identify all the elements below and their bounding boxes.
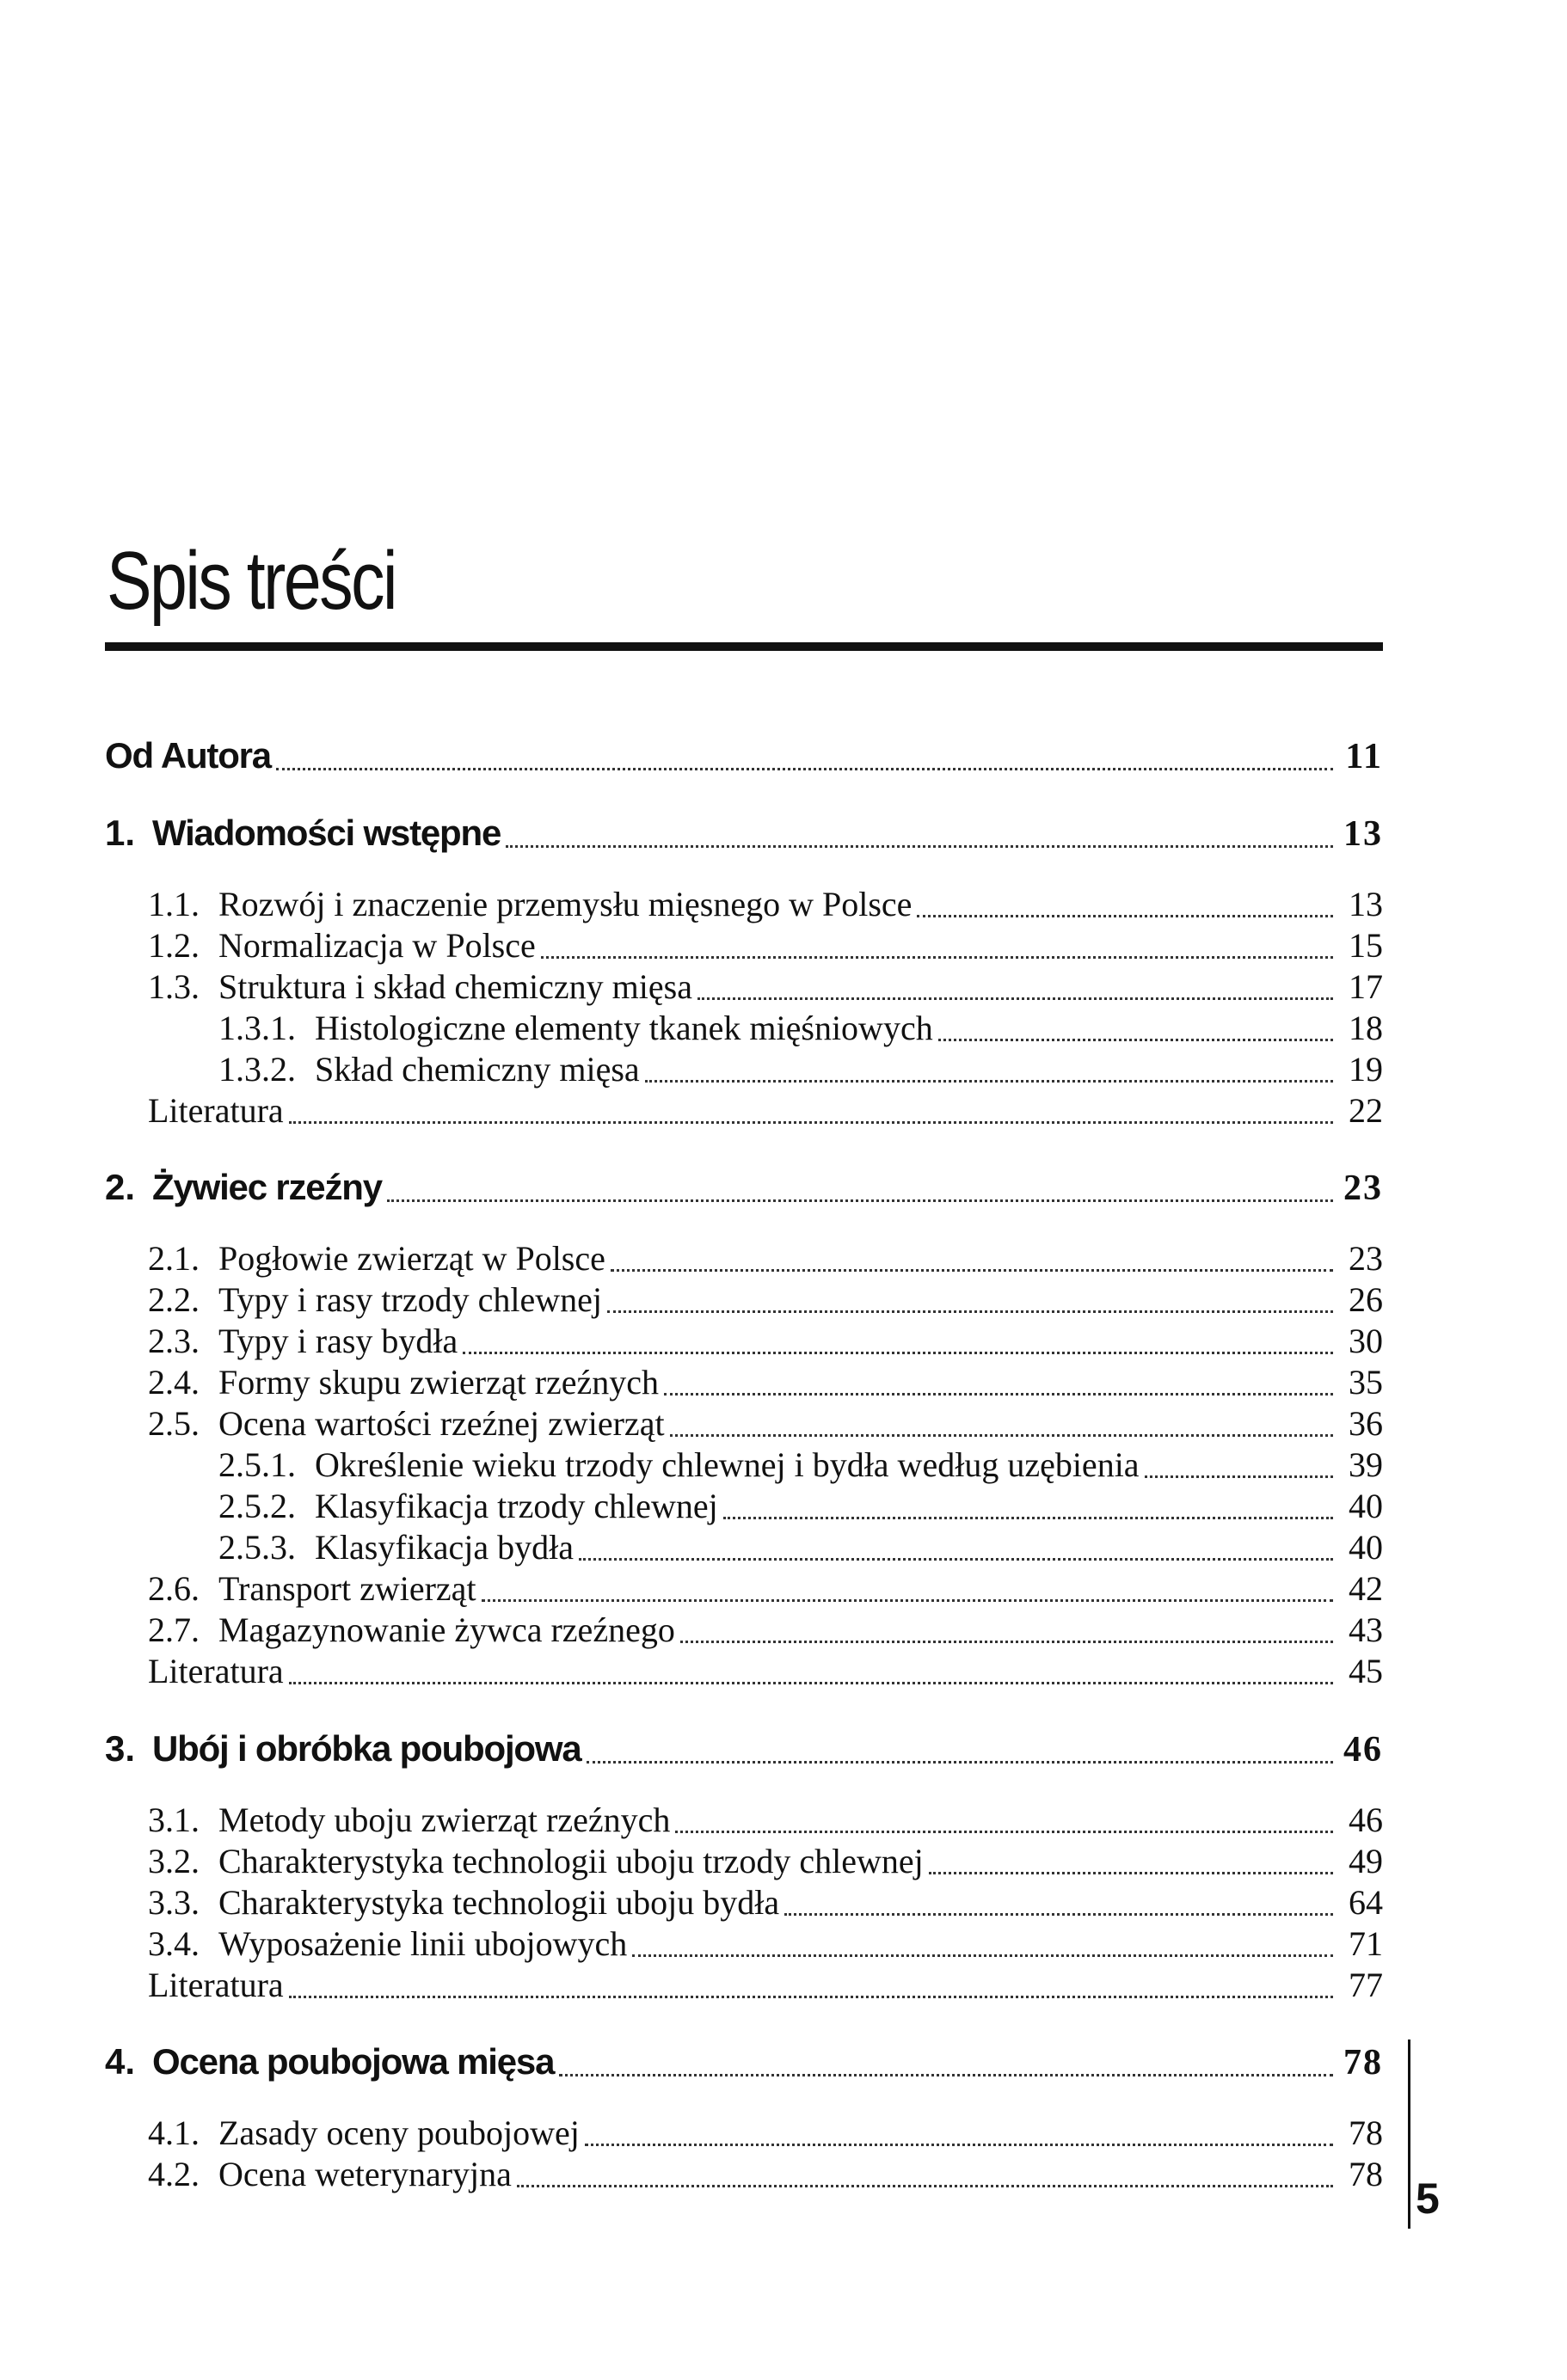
- entry-page-number: 17: [1349, 967, 1383, 1006]
- dot-leader: [579, 1558, 1333, 1561]
- entry-number: 2.5.3.: [218, 1528, 296, 1567]
- entry-number: 1.: [105, 813, 136, 853]
- dot-leader: [517, 2185, 1333, 2187]
- entry-title: Transport zwierząt: [218, 1569, 476, 1608]
- dot-leader: [680, 1641, 1333, 1643]
- entry-title: Ubój i obróbka poubojowa: [152, 1728, 581, 1769]
- entry-number: 2.4.: [148, 1363, 200, 1402]
- toc-entry[interactable]: [148, 1362, 1383, 1402]
- dot-leader: [670, 1434, 1333, 1437]
- entry-page-number: 19: [1349, 1050, 1383, 1089]
- entry-page-number: 78: [1349, 2113, 1383, 2152]
- entry-title: Rozwój i znaczenie przemysłu mięsnego w Polsce: [218, 885, 913, 923]
- entry-number: 2.2.: [148, 1280, 200, 1319]
- entry-number: 2.3.: [148, 1322, 200, 1360]
- entry-title: Formy skupu zwierząt rzeźnych: [218, 1363, 660, 1402]
- entry-title: Wyposażenie linii ubojowych: [218, 1924, 628, 1963]
- entry-page-number: 22: [1349, 1091, 1383, 1130]
- toc-entry[interactable]: [218, 1445, 1383, 1485]
- entry-number: 1.1.: [148, 885, 200, 923]
- dot-leader: [607, 1310, 1333, 1313]
- toc-entry[interactable]: [148, 1238, 1383, 1279]
- title-rule: [105, 642, 1383, 651]
- entry-title: Klasyfikacja bydła: [315, 1528, 574, 1567]
- entry-title: Ocena poubojowa mięsa: [152, 2041, 555, 2082]
- entry-page-number: 36: [1349, 1404, 1383, 1443]
- entry-title: Struktura i skład chemiczny mięsa: [218, 967, 692, 1006]
- dot-leader: [675, 1831, 1333, 1833]
- entry-title: Metody uboju zwierząt rzeźnych: [218, 1800, 671, 1839]
- toc-entry[interactable]: [148, 884, 1383, 924]
- dot-leader: [929, 1872, 1333, 1874]
- dot-leader: [559, 2074, 1333, 2076]
- toc-entry[interactable]: [148, 2154, 1383, 2194]
- entry-page-number: 13: [1349, 885, 1383, 923]
- entry-title: Określenie wieku trzody chlewnej i bydła według uzębienia: [315, 1445, 1140, 1484]
- dot-leader: [917, 915, 1333, 917]
- entry-page-number: 11: [1345, 737, 1383, 776]
- entry-number: 3.: [105, 1728, 136, 1769]
- entry-page-number: 49: [1349, 1842, 1383, 1880]
- entry-page-number: 46: [1343, 1730, 1383, 1770]
- toc-entry[interactable]: [148, 1923, 1383, 1964]
- entry-page-number: 77: [1349, 1966, 1383, 2004]
- entry-page-number: 18: [1349, 1009, 1383, 1047]
- entry-page-number: 13: [1343, 814, 1383, 854]
- entry-page-number: 43: [1349, 1610, 1383, 1649]
- page-title: Spis treści: [107, 535, 396, 627]
- toc-literature-entry[interactable]: [148, 1965, 1383, 2005]
- entry-number: 4.: [105, 2041, 136, 2082]
- entry-title: Typy i rasy bydła: [218, 1322, 458, 1360]
- entry-title: Klasyfikacja trzody chlewnej: [315, 1487, 718, 1525]
- dot-leader: [938, 1039, 1333, 1041]
- toc-entry[interactable]: [148, 2113, 1383, 2153]
- dot-leader: [611, 1269, 1333, 1272]
- entry-title: Wiadomości wstępne: [152, 813, 501, 853]
- toc-entry[interactable]: [148, 1403, 1383, 1444]
- entry-title: Literatura: [148, 1966, 284, 2004]
- dot-leader: [276, 768, 1333, 770]
- entry-page-number: 64: [1349, 1883, 1383, 1922]
- entry-number: 2.5.: [148, 1404, 200, 1443]
- entry-title: Pogłowie zwierząt w Polsce: [218, 1239, 605, 1278]
- entry-number: 3.4.: [148, 1924, 200, 1963]
- entry-number: 3.1.: [148, 1800, 200, 1839]
- entry-number: 2.: [105, 1167, 136, 1207]
- entry-number: 2.1.: [148, 1239, 200, 1278]
- entry-number: 3.2.: [148, 1842, 200, 1880]
- dot-leader: [697, 997, 1333, 1000]
- dot-leader: [463, 1352, 1333, 1354]
- toc-entry[interactable]: [148, 925, 1383, 966]
- entry-title: Charakterystyka technologii uboju bydła: [218, 1883, 780, 1922]
- entry-title: Histologiczne elementy tkanek mięśniowych: [315, 1009, 933, 1047]
- toc-chapter-entry[interactable]: [105, 2041, 1383, 2083]
- entry-page-number: 39: [1349, 1445, 1383, 1484]
- entry-page-number: 45: [1349, 1652, 1383, 1690]
- toc-entry[interactable]: [148, 1321, 1383, 1361]
- dot-leader: [632, 1954, 1333, 1957]
- toc-chapter-entry[interactable]: [105, 1728, 1383, 1770]
- toc-entry[interactable]: [148, 966, 1383, 1007]
- entry-page-number: 71: [1349, 1924, 1383, 1963]
- entry-page-number: 78: [1343, 2043, 1383, 2082]
- toc-entry[interactable]: [218, 1049, 1383, 1089]
- toc-entry[interactable]: [148, 1841, 1383, 1881]
- entry-page-number: 42: [1349, 1569, 1383, 1608]
- entry-number: 2.7.: [148, 1610, 200, 1649]
- entry-page-number: 78: [1349, 2155, 1383, 2193]
- dot-leader: [387, 1199, 1333, 1202]
- entry-page-number: 30: [1349, 1322, 1383, 1360]
- toc-literature-entry[interactable]: [148, 1651, 1383, 1691]
- toc-entry[interactable]: [148, 1882, 1383, 1923]
- toc-chapter-entry[interactable]: [105, 735, 1383, 777]
- entry-number: 4.2.: [148, 2155, 200, 2193]
- entry-number: 3.3.: [148, 1883, 200, 1922]
- entry-title: Od Autora: [105, 735, 271, 776]
- entry-title: Żywiec rzeźny: [152, 1167, 382, 1207]
- entry-number: 1.3.1.: [218, 1009, 296, 1047]
- entry-title: Charakterystyka technologii uboju trzody chlewnej: [218, 1842, 924, 1880]
- entry-number: 2.5.2.: [218, 1487, 296, 1525]
- dot-leader: [587, 1761, 1334, 1764]
- entry-title: Literatura: [148, 1652, 284, 1690]
- dot-leader: [1145, 1475, 1333, 1478]
- toc-entry[interactable]: [148, 1568, 1383, 1609]
- toc-chapter-entry[interactable]: [105, 1167, 1383, 1209]
- entry-number: 2.6.: [148, 1569, 200, 1608]
- entry-number: 1.2.: [148, 926, 200, 965]
- toc-entry[interactable]: [218, 1486, 1383, 1526]
- toc-literature-entry[interactable]: [148, 1090, 1383, 1131]
- toc-entry[interactable]: [218, 1008, 1383, 1048]
- dot-leader: [645, 1080, 1333, 1083]
- entry-title: Magazynowanie żywca rzeźnego: [218, 1610, 675, 1649]
- entry-title: Ocena wartości rzeźnej zwierząt: [218, 1404, 665, 1443]
- toc-chapter-entry[interactable]: [105, 813, 1383, 855]
- page-number-rule: [1408, 2040, 1410, 2229]
- entry-number: 1.3.: [148, 967, 200, 1006]
- entry-page-number: 46: [1349, 1800, 1383, 1839]
- dot-leader: [289, 1996, 1333, 1998]
- entry-title: Typy i rasy trzody chlewnej: [218, 1280, 602, 1319]
- entry-page-number: 35: [1349, 1363, 1383, 1402]
- entry-page-number: 40: [1349, 1487, 1383, 1525]
- toc-entry[interactable]: [148, 1610, 1383, 1650]
- toc-entry[interactable]: [148, 1800, 1383, 1840]
- dot-leader: [289, 1121, 1333, 1124]
- dot-leader: [541, 956, 1333, 959]
- toc-entry[interactable]: [218, 1527, 1383, 1567]
- dot-leader: [482, 1599, 1333, 1602]
- page-number: 5: [1416, 2175, 1440, 2223]
- dot-leader: [289, 1682, 1333, 1684]
- dot-leader: [784, 1913, 1333, 1916]
- dot-leader: [723, 1517, 1333, 1519]
- entry-page-number: 40: [1349, 1528, 1383, 1567]
- entry-page-number: 26: [1349, 1280, 1383, 1319]
- dot-leader: [506, 845, 1333, 848]
- entry-page-number: 15: [1349, 926, 1383, 965]
- entry-page-number: 23: [1349, 1239, 1383, 1278]
- entry-title: Skład chemiczny mięsa: [315, 1050, 640, 1089]
- entry-page-number: 23: [1343, 1169, 1383, 1208]
- entry-title: Literatura: [148, 1091, 284, 1130]
- entry-title: Ocena weterynaryjna: [218, 2155, 512, 2193]
- entry-number: 1.3.2.: [218, 1050, 296, 1089]
- entry-title: Normalizacja w Polsce: [218, 926, 536, 965]
- entry-title: Zasady oceny poubojowej: [218, 2113, 580, 2152]
- dot-leader: [664, 1393, 1333, 1395]
- dot-leader: [585, 2144, 1333, 2146]
- entry-number: 2.5.1.: [218, 1445, 296, 1484]
- toc-entry[interactable]: [148, 1279, 1383, 1320]
- entry-number: 4.1.: [148, 2113, 200, 2152]
